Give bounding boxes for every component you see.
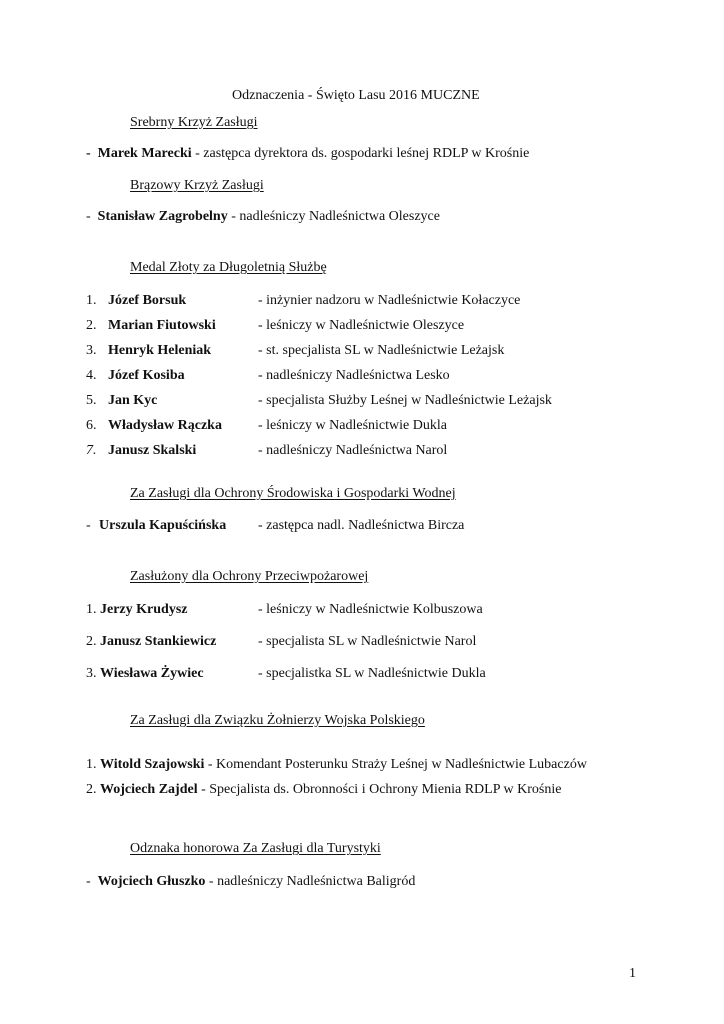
item-marker: 2. bbox=[86, 782, 97, 797]
section-heading-fire-protection: Zasłużony dla Ochrony Przeciwpożarowej bbox=[130, 569, 369, 584]
person-description: - specjalistka SL w Nadleśnictwie Dukla bbox=[258, 666, 486, 681]
person-name: Janusz Skalski bbox=[108, 443, 197, 458]
person-name: Władysław Rączka bbox=[108, 418, 222, 433]
person-description: - st. specjalista SL w Nadleśnictwie Leżajsk bbox=[258, 343, 505, 358]
person-description: - zastępca dyrektora ds. gospodarki leśnej RDLP w Krośnie bbox=[191, 146, 530, 161]
section-heading-gold-medal: Medal Złoty za Długoletnią Służbę bbox=[130, 260, 327, 275]
item-marker: 1. bbox=[86, 293, 97, 308]
list-item bbox=[86, 757, 587, 773]
person-name: Józef Kosiba bbox=[108, 368, 185, 383]
item-marker: 3. bbox=[86, 343, 97, 358]
person-name: Stanisław Zagrobelny bbox=[97, 209, 228, 224]
person-name: Urszula Kapuścińska bbox=[99, 518, 227, 533]
list-item bbox=[86, 634, 216, 650]
list-item bbox=[86, 602, 187, 618]
person-description: - nadleśniczy Nadleśnictwa Lesko bbox=[258, 368, 450, 383]
person-name: Witold Szajowski bbox=[100, 757, 205, 772]
person-name: Józef Borsuk bbox=[108, 293, 187, 308]
item-marker: 1. bbox=[86, 757, 97, 772]
document-title: Odznaczenia - Święto Lasu 2016 MUCZNE bbox=[232, 88, 480, 103]
item-marker: 2. bbox=[86, 318, 97, 333]
person-name: Janusz Stankiewicz bbox=[100, 634, 217, 649]
item-marker: 5. bbox=[86, 393, 97, 408]
person-name: Wojciech Głuszko bbox=[97, 874, 206, 889]
item-marker: - bbox=[86, 518, 91, 533]
person-description: - nadleśniczy Nadleśnictwa Oleszyce bbox=[227, 209, 440, 224]
person-name: Wojciech Zajdel bbox=[100, 782, 198, 797]
person-description: - leśniczy w Nadleśnictwie Dukla bbox=[258, 418, 447, 433]
section-heading-environment: Za Zasługi dla Ochrony Środowiska i Gospodarki Wodnej bbox=[130, 486, 456, 501]
person-name: Jerzy Krudysz bbox=[100, 602, 188, 617]
person-description: - leśniczy w Nadleśnictwie Kolbuszowa bbox=[258, 602, 483, 617]
list-item bbox=[86, 146, 529, 162]
person-description: - leśniczy w Nadleśnictwie Oleszyce bbox=[258, 318, 465, 333]
item-marker: 3. bbox=[86, 666, 97, 681]
item-marker: - bbox=[86, 209, 91, 224]
person-name: Henryk Heleniak bbox=[108, 343, 212, 358]
person-description: - nadleśniczy Nadleśnictwa Narol bbox=[258, 443, 448, 458]
list-item bbox=[86, 209, 440, 225]
item-marker: 4. bbox=[86, 368, 97, 383]
item-marker: 2. bbox=[86, 634, 97, 649]
item-marker: 7. bbox=[86, 443, 97, 458]
person-name: Wiesława Żywiec bbox=[100, 666, 204, 681]
person-name: Marek Marecki bbox=[97, 146, 192, 161]
person-description: - Komendant Posterunku Straży Leśnej w Nadleśnictwie Lubaczów bbox=[204, 757, 587, 772]
item-marker: 6. bbox=[86, 418, 97, 433]
person-description: - zastępca nadl. Nadleśnictwa Bircza bbox=[258, 518, 465, 533]
section-heading-bronze-cross: Brązowy Krzyż Zasługi bbox=[130, 178, 264, 193]
list-item bbox=[86, 782, 561, 798]
list-item bbox=[86, 874, 415, 890]
section-heading-soldiers-union: Za Zasługi dla Związku Żołnierzy Wojska Polskiego bbox=[130, 713, 425, 728]
section-heading-silver-cross: Srebrny Krzyż Zasługi bbox=[130, 115, 258, 130]
person-name: Marian Fiutowski bbox=[108, 318, 216, 333]
item-marker: 1. bbox=[86, 602, 97, 617]
person-description: - specjalista Służby Leśnej w Nadleśnictwie Leżajsk bbox=[258, 393, 552, 408]
item-marker: - bbox=[86, 146, 91, 161]
list-item bbox=[86, 666, 204, 682]
person-description: - Specjalista ds. Obronności i Ochrony Mienia RDLP w Krośnie bbox=[197, 782, 562, 797]
section-heading-tourism: Odznaka honorowa Za Zasługi dla Turystyki bbox=[130, 841, 381, 856]
person-description: - specjalista SL w Nadleśnictwie Narol bbox=[258, 634, 477, 649]
person-description: - nadleśniczy Nadleśnictwa Baligród bbox=[205, 874, 416, 889]
person-name: Jan Kyc bbox=[108, 393, 158, 408]
item-marker: - bbox=[86, 874, 91, 889]
person-description: - inżynier nadzoru w Nadleśnictwie Kołaczyce bbox=[258, 293, 521, 308]
page-number: 1 bbox=[629, 966, 636, 981]
